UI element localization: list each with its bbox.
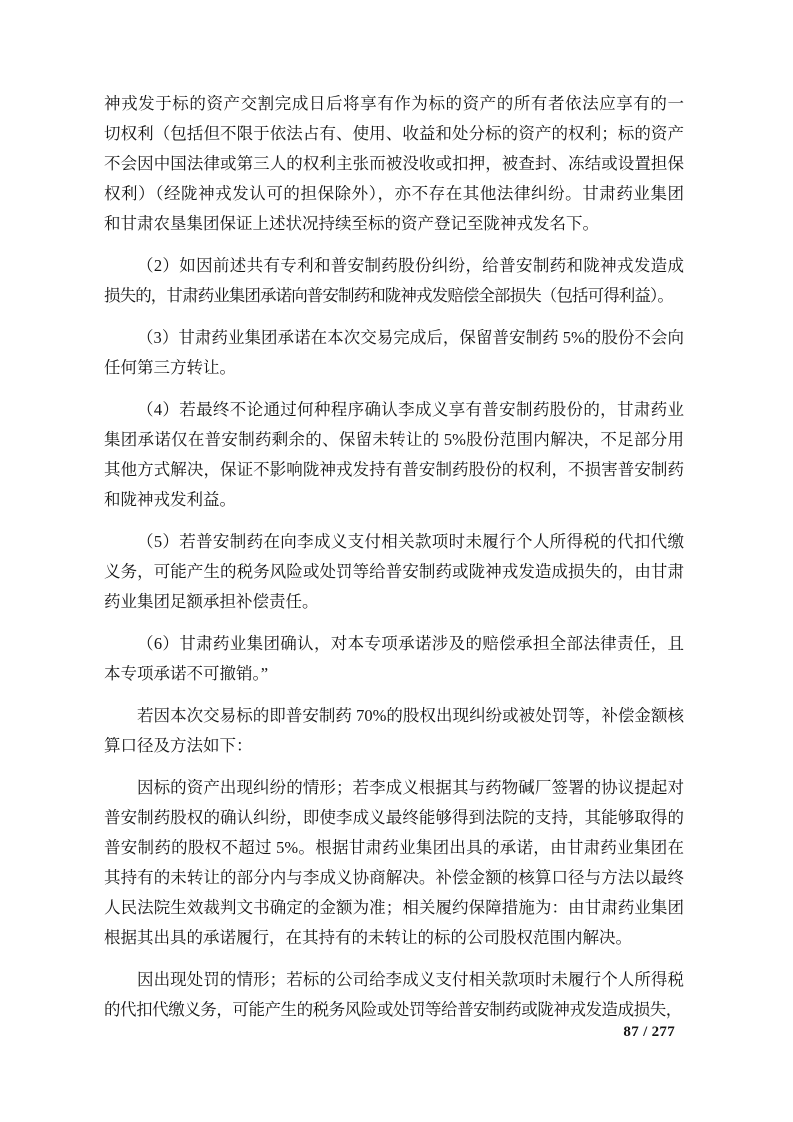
text-line: 其他方式解决，保证不影响陇神戎发持有普安制药股份的权利，不损害普安制药 <box>104 460 684 479</box>
text-line: 本专项承诺不可撤销。” <box>104 664 269 683</box>
text-line: 和陇神戎发利益。 <box>104 490 236 509</box>
paragraph <box>104 965 684 1025</box>
paragraph <box>104 395 684 515</box>
paragraph <box>104 323 684 383</box>
text-line: （6）甘肃药业集团确认，对本专项承诺涉及的赔偿承担全部法律责任，且 <box>137 634 684 653</box>
text-line: 不会因中国法律或第三人的权利主张而被没收或扣押，被查封、冻结或设置担保 <box>104 154 684 173</box>
text-line: 普安制药的股权不超过 5%。根据甘肃药业集团出具的承诺，由甘肃药业集团在 <box>104 838 684 857</box>
paragraph <box>104 773 684 953</box>
text-line: 普安制药股权的确认纠纷，即使李成义最终能够得到法院的支持，其能够取得的 <box>104 808 684 827</box>
text-line: （3）甘肃药业集团承诺在本次交易完成后，保留普安制药 5%的股份不会向 <box>137 328 684 347</box>
text-line: 集团承诺仅在普安制药剩余的、保留未转让的 5%股份范围内解决，不足部分用 <box>104 430 684 449</box>
paragraph <box>104 629 684 689</box>
paragraph <box>104 701 684 761</box>
text-line: 其持有的未转让的部分内与李成义协商解决。补偿金额的核算口径与方法以最终 <box>104 868 684 887</box>
text-line: 的代扣代缴义务，可能产生的税务风险或处罚等给普安制药或陇神戎发造成损失， <box>104 1000 682 1019</box>
text-line: 任何第三方转让。 <box>104 358 236 377</box>
text-line: 义务，可能产生的税务风险或处罚等给普安制药或陇神戎发造成损失的，由甘肃 <box>104 562 684 581</box>
text-line: 人民法院生效裁判文书确定的金额为准；相关履约保障措施为：由甘肃药业集团 <box>104 898 684 917</box>
text-line: （4）若最终不论通过何种程序确认李成义享有普安制药股份的，甘肃药业 <box>137 400 684 419</box>
document-body <box>104 89 684 1025</box>
text-line: 药业集团足额承担补偿责任。 <box>104 592 319 611</box>
paragraph <box>104 251 684 311</box>
text-line: 算口径及方法如下： <box>104 736 253 755</box>
text-line: （2）如因前述共有专利和普安制药股份纠纷，给普安制药和陇神戎发造成 <box>137 256 684 275</box>
page-number: 87 / 277 <box>623 1024 675 1040</box>
text-line: （5）若普安制药在向李成义支付相关款项时未履行个人所得税的代扣代缴 <box>137 532 684 551</box>
text-line: 神戎发于标的资产交割完成日后将享有作为标的资产的所有者依法应享有的一 <box>104 94 684 113</box>
text-line: 切权利（包括但不限于依法占有、使用、收益和处分标的资产的权利；标的资产 <box>104 124 684 143</box>
text-line: 和甘肃农垦集团保证上述状况持续至标的资产登记至陇神戎发名下。 <box>104 214 599 233</box>
paragraph <box>104 89 684 239</box>
text-line: 因标的资产出现纠纷的情形；若李成义根据其与药物碱厂签署的协议提起对 <box>137 778 684 797</box>
text-line: 因出现处罚的情形；若标的公司给李成义支付相关款项时未履行个人所得税 <box>137 970 684 989</box>
text-line: 根据其出具的承诺履行，在其持有的未转让的标的公司股权范围内解决。 <box>104 928 632 947</box>
text-line: 损失的，甘肃药业集团承诺向普安制药和陇神戎发赔偿全部损失（包括可得利益）。 <box>104 286 673 305</box>
paragraph <box>104 527 684 617</box>
text-line: 若因本次交易标的即普安制药 70%的股权出现纠纷或被处罚等，补偿金额核 <box>137 706 684 725</box>
text-line: 权利）（经陇神戎发认可的担保除外），亦不存在其他法律纠纷。甘肃药业集团 <box>104 184 684 203</box>
